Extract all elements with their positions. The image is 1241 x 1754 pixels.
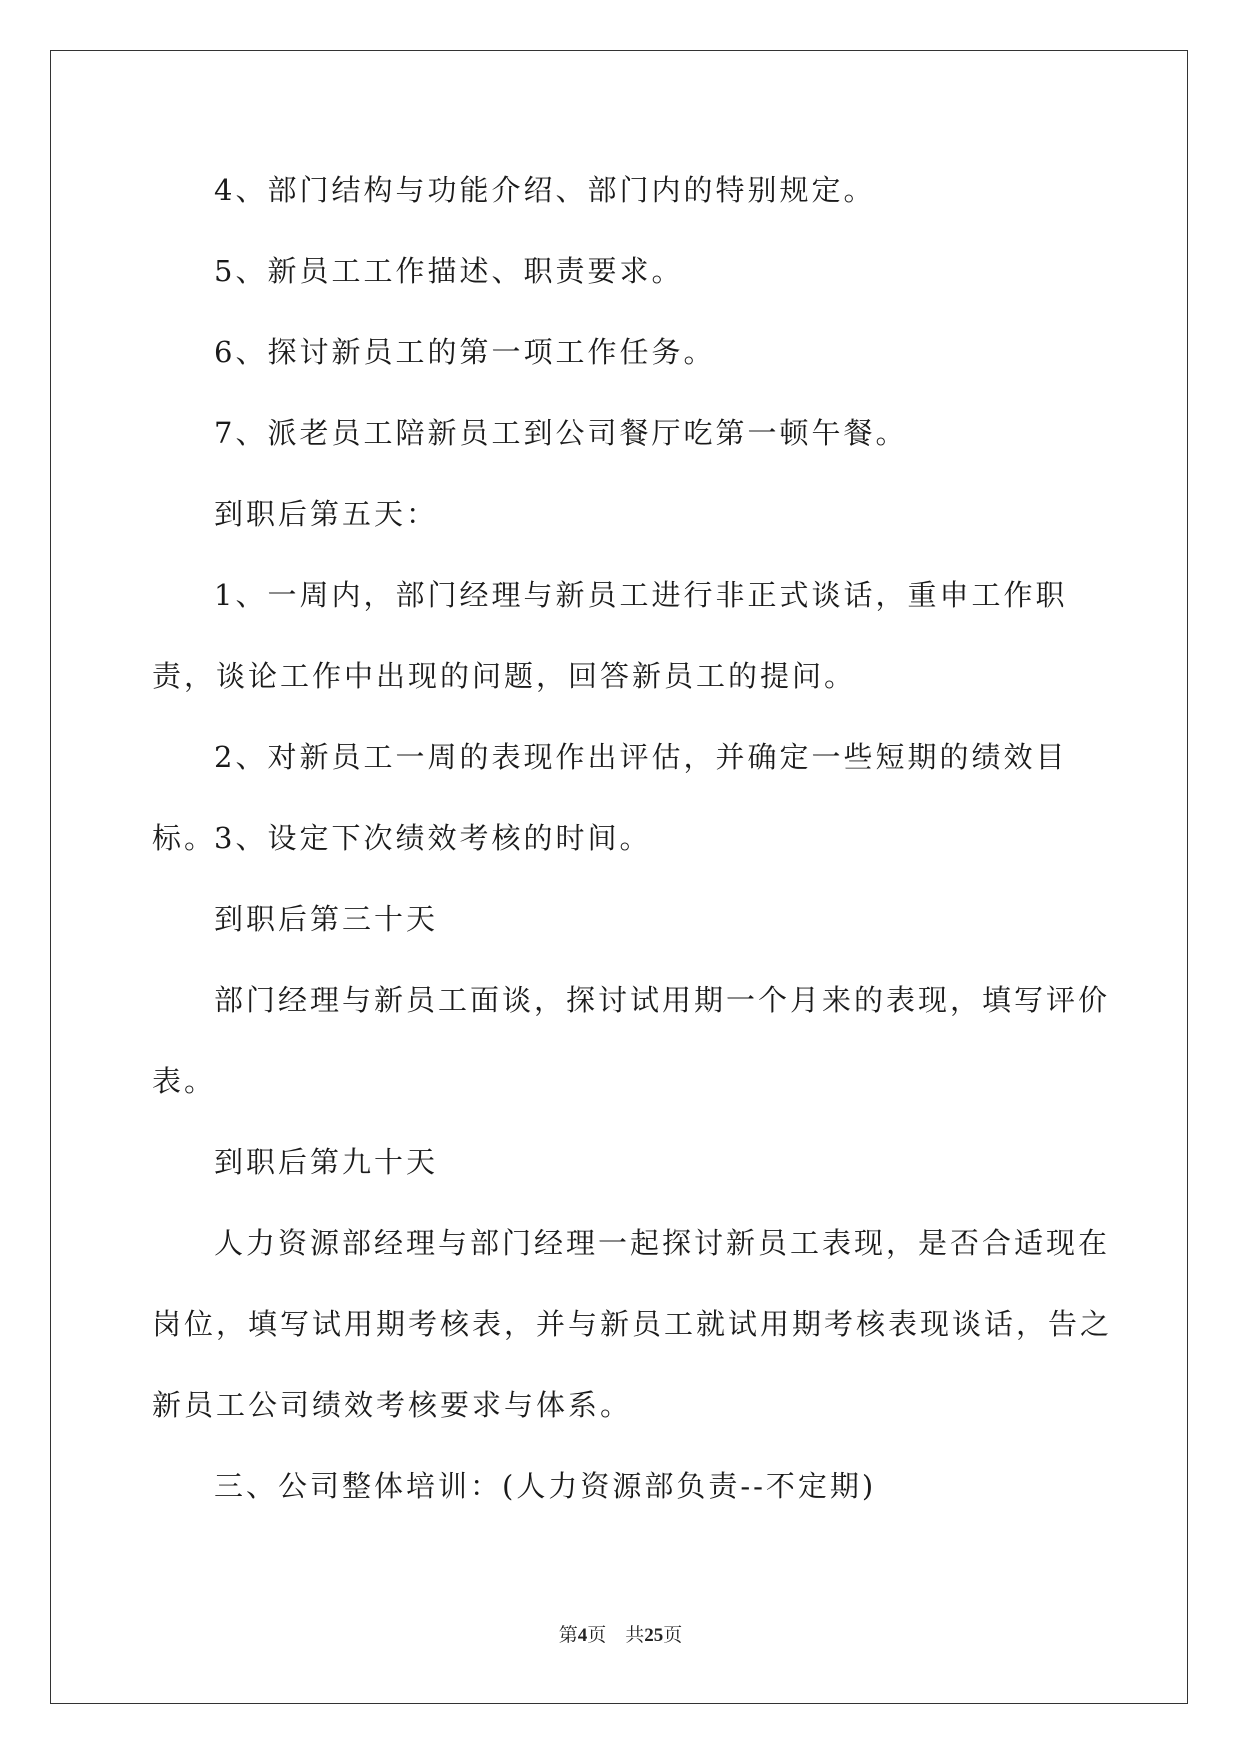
heading-day-five: 到职后第五天： (214, 497, 439, 531)
page-footer (0, 1620, 1241, 1647)
footer-prefix: 第 (558, 1624, 578, 1646)
paragraph-day5-item-2: 2、对新员工一周的表现作出评估，并确定一些短期的绩效目标。 (152, 740, 1068, 855)
paragraph-item-7: 7、派老员工陪新员工到公司餐厅吃第一顿午餐。 (214, 416, 908, 450)
footer-total-pages: 25 (644, 1625, 664, 1646)
heading-day-thirty: 到职后第三十天 (214, 902, 439, 936)
paragraph-item-4: 4、部门结构与功能介绍、部门内的特别规定。 (214, 173, 876, 207)
footer-page-number: 4 (577, 1625, 588, 1646)
paragraph-item-6: 6、探讨新员工的第一项工作任务。 (214, 335, 716, 369)
paragraph-day90: 人力资源部经理与部门经理一起探讨新员工表现，是否合适现在岗位，填写试用期考核表，并与新员工就试用期考核表现谈话，告之新员工公司绩效考核要求与体系。 (152, 1226, 1113, 1422)
paragraph-day5-item-3: 3、设定下次绩效考核的时间。 (214, 821, 652, 855)
paragraph-item-5: 5、新员工工作描述、职责要求。 (214, 254, 684, 288)
footer-mid: 页 共 (587, 1624, 645, 1646)
paragraph-day5-item-1: 1、一周内，部门经理与新员工进行非正式谈话，重申工作职责，谈论工作中出现的问题，回答新员工的提问。 (152, 578, 1068, 693)
paragraph-day30: 部门经理与新员工面谈，探讨试用期一个月来的表现，填写评价表。 (152, 983, 1111, 1098)
heading-section-three: 三、公司整体培训：(人力资源部负责--不定期) (214, 1469, 877, 1503)
heading-day-ninety: 到职后第九十天 (214, 1145, 439, 1179)
footer-suffix: 页 (663, 1624, 683, 1646)
